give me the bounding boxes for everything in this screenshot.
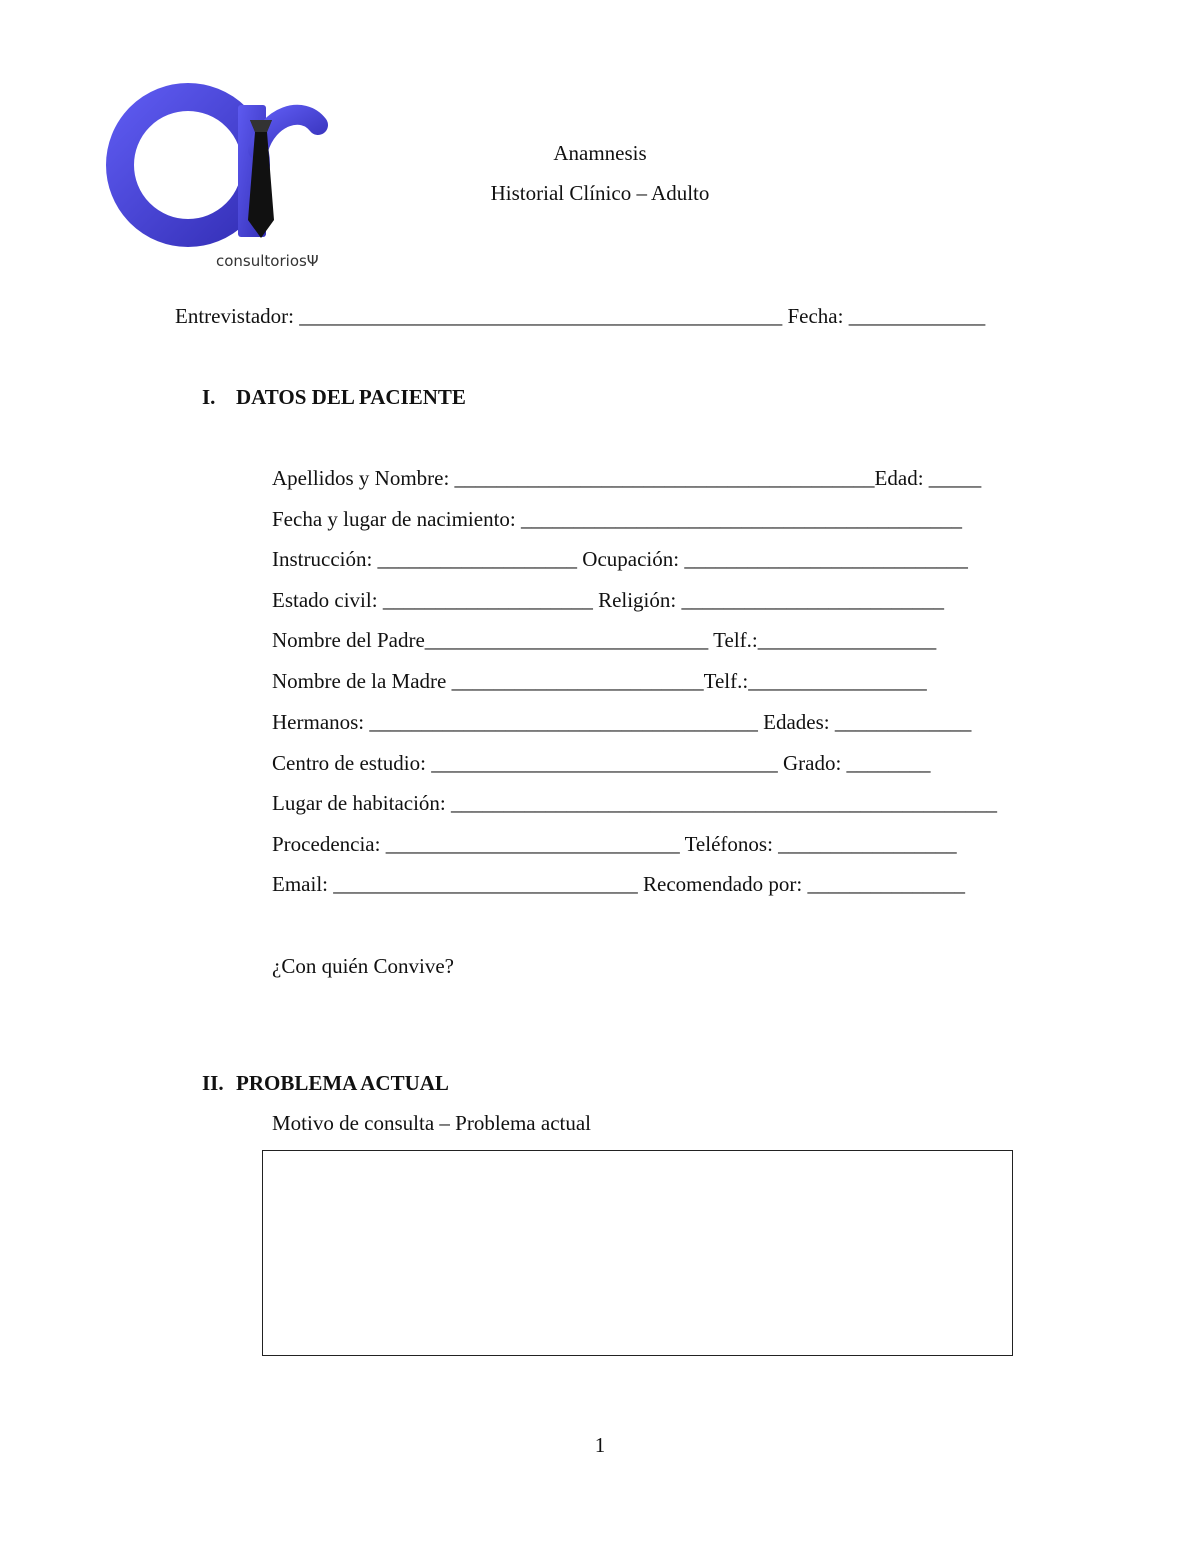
form-line-instruccion: Instrucción: ___________________ Ocupación: ___________________________ xyxy=(272,547,968,571)
convive-question: ¿Con quién Convive? xyxy=(272,954,454,978)
form-line-padre: Nombre del Padre___________________________ Telf.:_________________ xyxy=(272,628,937,652)
motivo-consulta-box xyxy=(262,1150,1013,1356)
document-title: Anamnesis xyxy=(553,141,647,165)
entrevistador-fecha-line: Entrevistador: ______________________________________________ Fecha: _____________ xyxy=(175,304,986,328)
form-line-centro-estudio: Centro de estudio: _________________________________ Grado: ________ xyxy=(272,751,931,775)
ar-consultorios-logo xyxy=(98,80,328,275)
logo-text: consultoriosΨ xyxy=(216,252,319,270)
form-line-apellidos: Apellidos y Nombre: ________________________________________Edad: _____ xyxy=(272,466,982,490)
section-2-title: PROBLEMA ACTUAL xyxy=(236,1071,449,1095)
form-line-email: Email: _____________________________ Recomendado por: _______________ xyxy=(272,872,965,896)
page-number: 1 xyxy=(594,1433,606,1457)
form-line-hermanos: Hermanos: _____________________________________ Edades: _____________ xyxy=(272,710,972,734)
section-1-title: DATOS DEL PACIENTE xyxy=(236,385,466,409)
form-line-habitacion: Lugar de habitación: ____________________________________________________ xyxy=(272,791,998,815)
form-line-procedencia: Procedencia: ____________________________ Teléfonos: _________________ xyxy=(272,832,957,856)
section-2-number: II. xyxy=(202,1071,224,1095)
motivo-consulta-label: Motivo de consulta – Problema actual xyxy=(272,1111,592,1135)
form-line-estado-civil: Estado civil: ____________________ Religión: _________________________ xyxy=(272,588,944,612)
section-1-number: I. xyxy=(202,385,216,409)
form-line-madre: Nombre de la Madre ________________________Telf.:_________________ xyxy=(272,669,927,693)
form-line-nacimiento: Fecha y lugar de nacimiento: __________________________________________ xyxy=(272,507,962,531)
document-subtitle: Historial Clínico – Adulto xyxy=(490,181,710,205)
